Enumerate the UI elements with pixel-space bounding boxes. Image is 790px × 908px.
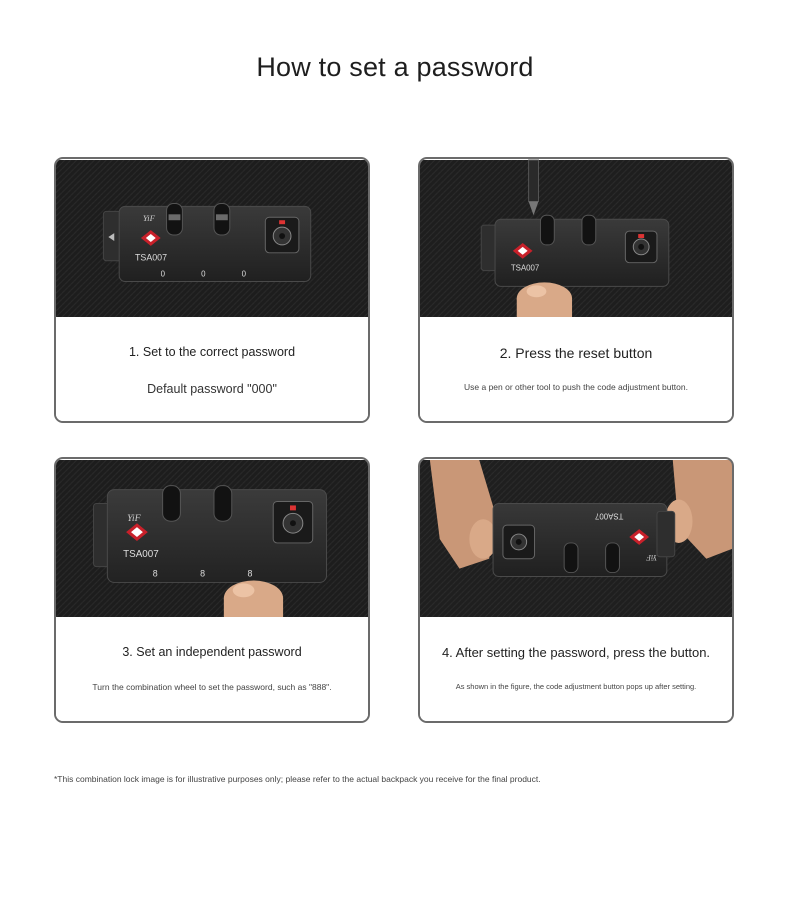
- disclaimer-footnote: *This combination lock image is for illustrative purposes only; please refer to the actual backpack you receive for the final product.: [54, 774, 541, 784]
- wheel-digit: 8: [152, 568, 158, 579]
- lock-label: TSA007: [510, 263, 540, 273]
- step-description: Default password "000": [147, 382, 277, 396]
- combination-lock: [493, 503, 675, 576]
- step-card-2: [418, 157, 734, 423]
- wheel-digit: 0: [160, 269, 166, 279]
- lock-label: TSA007: [594, 511, 624, 521]
- page-title: How to set a password: [256, 52, 534, 82]
- step-card-1: [54, 157, 370, 423]
- step-description: Turn the combination wheel to set the password, such as "888".: [92, 682, 332, 692]
- wheel-digit: 0: [241, 269, 247, 279]
- wheel-digit: 0: [201, 269, 206, 279]
- step-title: 2. Press the reset button: [499, 345, 653, 361]
- step-4-photo: [420, 459, 732, 618]
- combination-lock: [103, 203, 310, 281]
- step-1-photo: [56, 159, 368, 318]
- finger: [224, 580, 283, 617]
- step-card-4: [418, 457, 734, 723]
- wheel-digit: 8: [200, 568, 206, 579]
- combination-lock: [94, 486, 327, 583]
- wheel-digit: 8: [247, 568, 253, 579]
- lock-label: TSA007: [134, 252, 168, 263]
- brand-logo: YiF: [646, 552, 657, 562]
- finger: [517, 282, 572, 317]
- step-description: As shown in the figure, the code adjustment button pops up after setting.: [455, 682, 697, 691]
- lock-label: TSA007: [123, 548, 159, 560]
- step-description: Use a pen or other tool to push the code adjustment button.: [464, 382, 688, 392]
- step-2-photo: [420, 159, 732, 318]
- step-card-3: [54, 457, 370, 723]
- step-3-photo: [56, 459, 368, 618]
- step-title: 4. After setting the password, press the button.: [441, 645, 711, 660]
- combination-lock: [481, 215, 669, 286]
- brand-logo: YiF: [127, 513, 141, 525]
- brand-logo: YiF: [142, 213, 156, 224]
- step-title: 3. Set an independent password: [122, 645, 302, 659]
- step-title: 1. Set to the correct password: [128, 345, 296, 359]
